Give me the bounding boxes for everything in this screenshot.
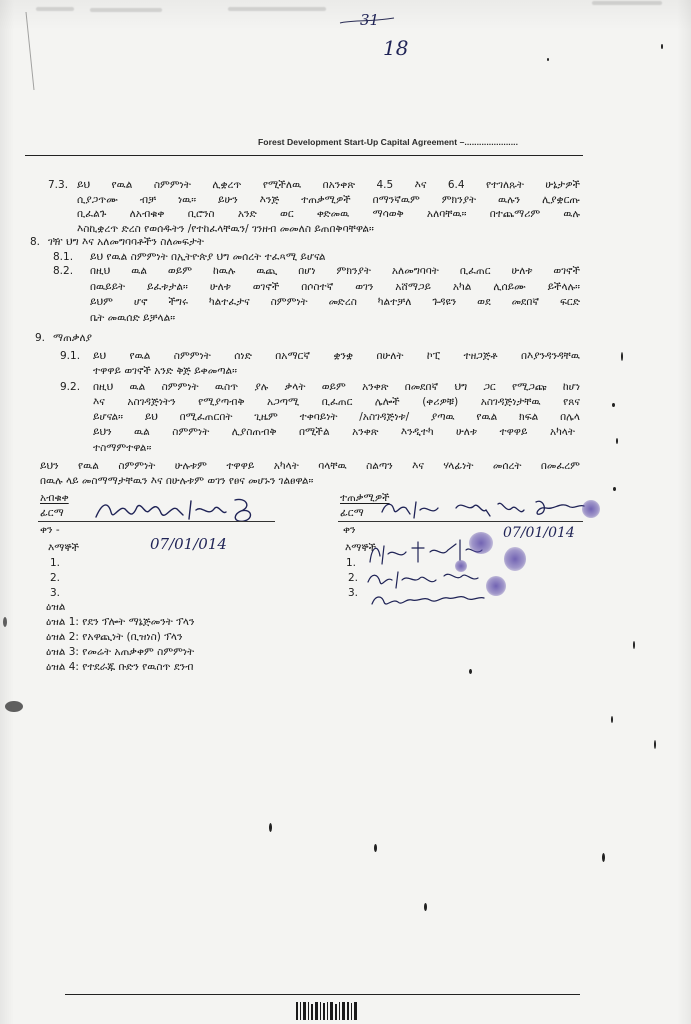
scan-speck — [469, 669, 472, 674]
clause-line: በዚህ ዉል ስምምነት ዉስጥ ያሉ ቃላት ወይም አንቀጽ በመደበኛ ህግ ጋር የሚጋጩ ከሆነ — [93, 381, 580, 393]
witnesses-label: እማኞች — [345, 542, 377, 554]
faded-header-text — [90, 8, 162, 12]
clause-number: 9.2. — [60, 381, 81, 393]
signature-label: ፊርማ — [40, 507, 64, 519]
header-title: Forest Development Start-Up Capital Agreement –...................... — [258, 137, 519, 147]
clause-line: ይሆናል። ይህ በሚፈጠርበት ጊዜም ተቀባይነት /አስገዳጅነቱ/ ያጣዉ የዉል ክፍል በሌላ — [93, 411, 580, 423]
closing-line: ይህን የዉል ስምምነት ሁሉቱም ተዋዋይ አካላት ባላቸዉ ስልጣን እና ሃላፊነት መሰረት በመፈረም — [40, 460, 580, 472]
faded-header-text — [228, 7, 326, 11]
clause-number: 9.1. — [60, 350, 81, 362]
clause-line: ይህ የዉል ስምምነት በኢትዮጵያ ህግ መሰረት ተፈጻሚ ይሆናል — [90, 251, 326, 263]
annex-heading: ዕዝል — [46, 601, 66, 613]
clause-line: በዚህ ዉል ወይም ከዉሉ ዉጪ በሆነ ምክንያት አለመግባባት ቢፈጠር ሁለቱ ወገኖች — [90, 265, 580, 277]
clause-line: ተስማምተዋል። — [93, 442, 152, 454]
section-number: 9. — [35, 332, 46, 344]
handwritten-strike-mark — [338, 14, 398, 28]
section-number: 8. — [30, 236, 41, 248]
clause-line: ተዋዋይ ወገኖች አንድ ቅጅ ይቀመጣል። — [93, 365, 238, 377]
clause-line: ይህ የዉል ስምምነት ሰነድ በአማርኛ ቋንቋ በሁለት ኮፒ ተዘጋጅቶ በእያንዳንዳቸዉ — [93, 350, 580, 362]
witness-number: 3. — [348, 587, 359, 599]
scan-speck — [602, 853, 605, 862]
closing-line: በዉሉ ላይ መስማማታቸዉን እና በሁሉቱም ወገን የፀና መሆኑን ገልፀዋል። — [40, 475, 314, 487]
party-name: አብቁቀ — [40, 492, 69, 504]
scan-speck — [613, 487, 616, 491]
scan-speck — [633, 641, 635, 649]
scan-speck — [612, 403, 615, 407]
scan-speck — [3, 617, 7, 627]
scan-speck — [374, 844, 377, 852]
scan-speck — [661, 44, 663, 49]
handwritten-top-number: 31 — [360, 11, 380, 29]
clause-number: 8.2. — [53, 265, 74, 277]
stamp-ink-blot — [455, 560, 467, 572]
clause-line: ሲያጋጥሙ ብቻ ነዉ። ይሁን እንጅ ተጠቃሚዎች በማንኛዉም ምክንያት ዉሉን ሊያቋርጡ — [77, 194, 580, 206]
faded-header-text — [592, 1, 662, 5]
scan-speck — [621, 352, 623, 361]
annex-item: ዕዝል 3: የመሬት አጠቃቀም ስምምነት — [46, 646, 195, 658]
handwritten-date: 07/01/014 — [150, 535, 227, 553]
scan-edge-line — [18, 10, 48, 100]
clause-line: በዉይይት ይፈቱታል። ሁለቱ ወገኖች በሶስተኛ ወገን አሸማጋይ አካል ሊሰይሙ ይችላሉ። — [90, 281, 580, 293]
stamp-ink-blot — [469, 532, 493, 554]
clause-line: እስኪቋረጥ ድረስ የወሰዱትን /የተከፈላቸዉን/ ገንዘብ መመለስ ይጠበቅባቸዋል። — [77, 223, 374, 235]
handwritten-folio-number: 18 — [383, 36, 409, 60]
witness-number: 2. — [50, 572, 61, 584]
punch-hole-mark — [5, 701, 23, 712]
stamp-ink-blot — [486, 576, 506, 596]
section-heading: ገዥ ህግ እና አለመግባባቶችን ስለመፍታት — [48, 236, 204, 248]
annex-item: ዕዝል 2: የአዋጪነት (ቢዝነስ) ፕላን — [46, 631, 183, 643]
witness-number: 1. — [50, 557, 61, 569]
date-label: ቀን — [343, 524, 356, 536]
clause-line: ይህን ዉል ስምምነት ሊያስጠብቅ በሚችል አንቀጽ እንዲተካ ሁለቱ ተዋዋይ አካላት — [93, 426, 575, 438]
witness-number: 3. — [50, 587, 61, 599]
scan-speck — [611, 716, 613, 723]
clause-line: እና አስገዳጅነትን የሚያጣብቅ አጋጣሚ ቢፈጠር ሌሎች (ቀሪዎቹ) አስገዳጅነታቸዉ የጸና — [93, 396, 580, 408]
footer-rule — [65, 994, 580, 995]
witnesses-label: እማኞች — [48, 542, 80, 554]
section-heading: ማጠቃለያ — [53, 332, 93, 344]
witness-number: 1. — [346, 557, 357, 569]
clause-line: ይህም ሆኖ ችግሩ ካልተፈታና ስምምነት መድረስ ካልተቻለ ጉዳዩን ወደ መደበኛ ፍርድ — [90, 296, 580, 308]
handwritten-signature — [378, 496, 588, 522]
party-name: ተጠቃሚዎች — [340, 492, 390, 504]
clause-line: ቤት መዉሰድ ይቻላል። — [90, 312, 176, 324]
witness-number: 2. — [348, 572, 359, 584]
signature-label: ፊርማ — [340, 507, 364, 519]
signature-line — [38, 521, 275, 522]
annex-item: ዕዝል 1: የደን ፕሎት ማኔጅመንት ፕላን — [46, 616, 195, 628]
scan-speck — [616, 438, 618, 444]
barcode-icon — [295, 1000, 361, 1022]
signature-line — [338, 521, 583, 522]
scan-speck — [269, 823, 272, 832]
clause-line: ቢፈልጉ ለአብቁቀ ቢሮንስ አንድ ወር ቀድመዉ ማሳወቅ አለባቸዉ። በተጨማሪም ዉሉ — [77, 208, 580, 220]
scan-speck — [547, 58, 549, 61]
header-rule — [25, 155, 583, 156]
clause-line: ይህ የዉል ስምምነት ሊቋረጥ የሚችለዉ በአንቀጽ 4.5 እና 6.4 የተገለጹት ሁኔታዎች — [77, 179, 580, 191]
clause-number: 8.1. — [53, 251, 74, 263]
handwritten-date: 07/01/014 — [503, 525, 575, 541]
clause-number: 7.3. — [48, 179, 69, 191]
stamp-ink-blot — [582, 500, 600, 518]
scan-speck — [654, 740, 656, 749]
stamp-ink-blot — [504, 547, 526, 571]
scan-speck — [424, 903, 427, 911]
date-label: ቀን - — [40, 524, 60, 536]
annex-item: ዕዝል 4: የተደራጁ ቡድን የዉስጥ ደንብ — [46, 661, 194, 673]
